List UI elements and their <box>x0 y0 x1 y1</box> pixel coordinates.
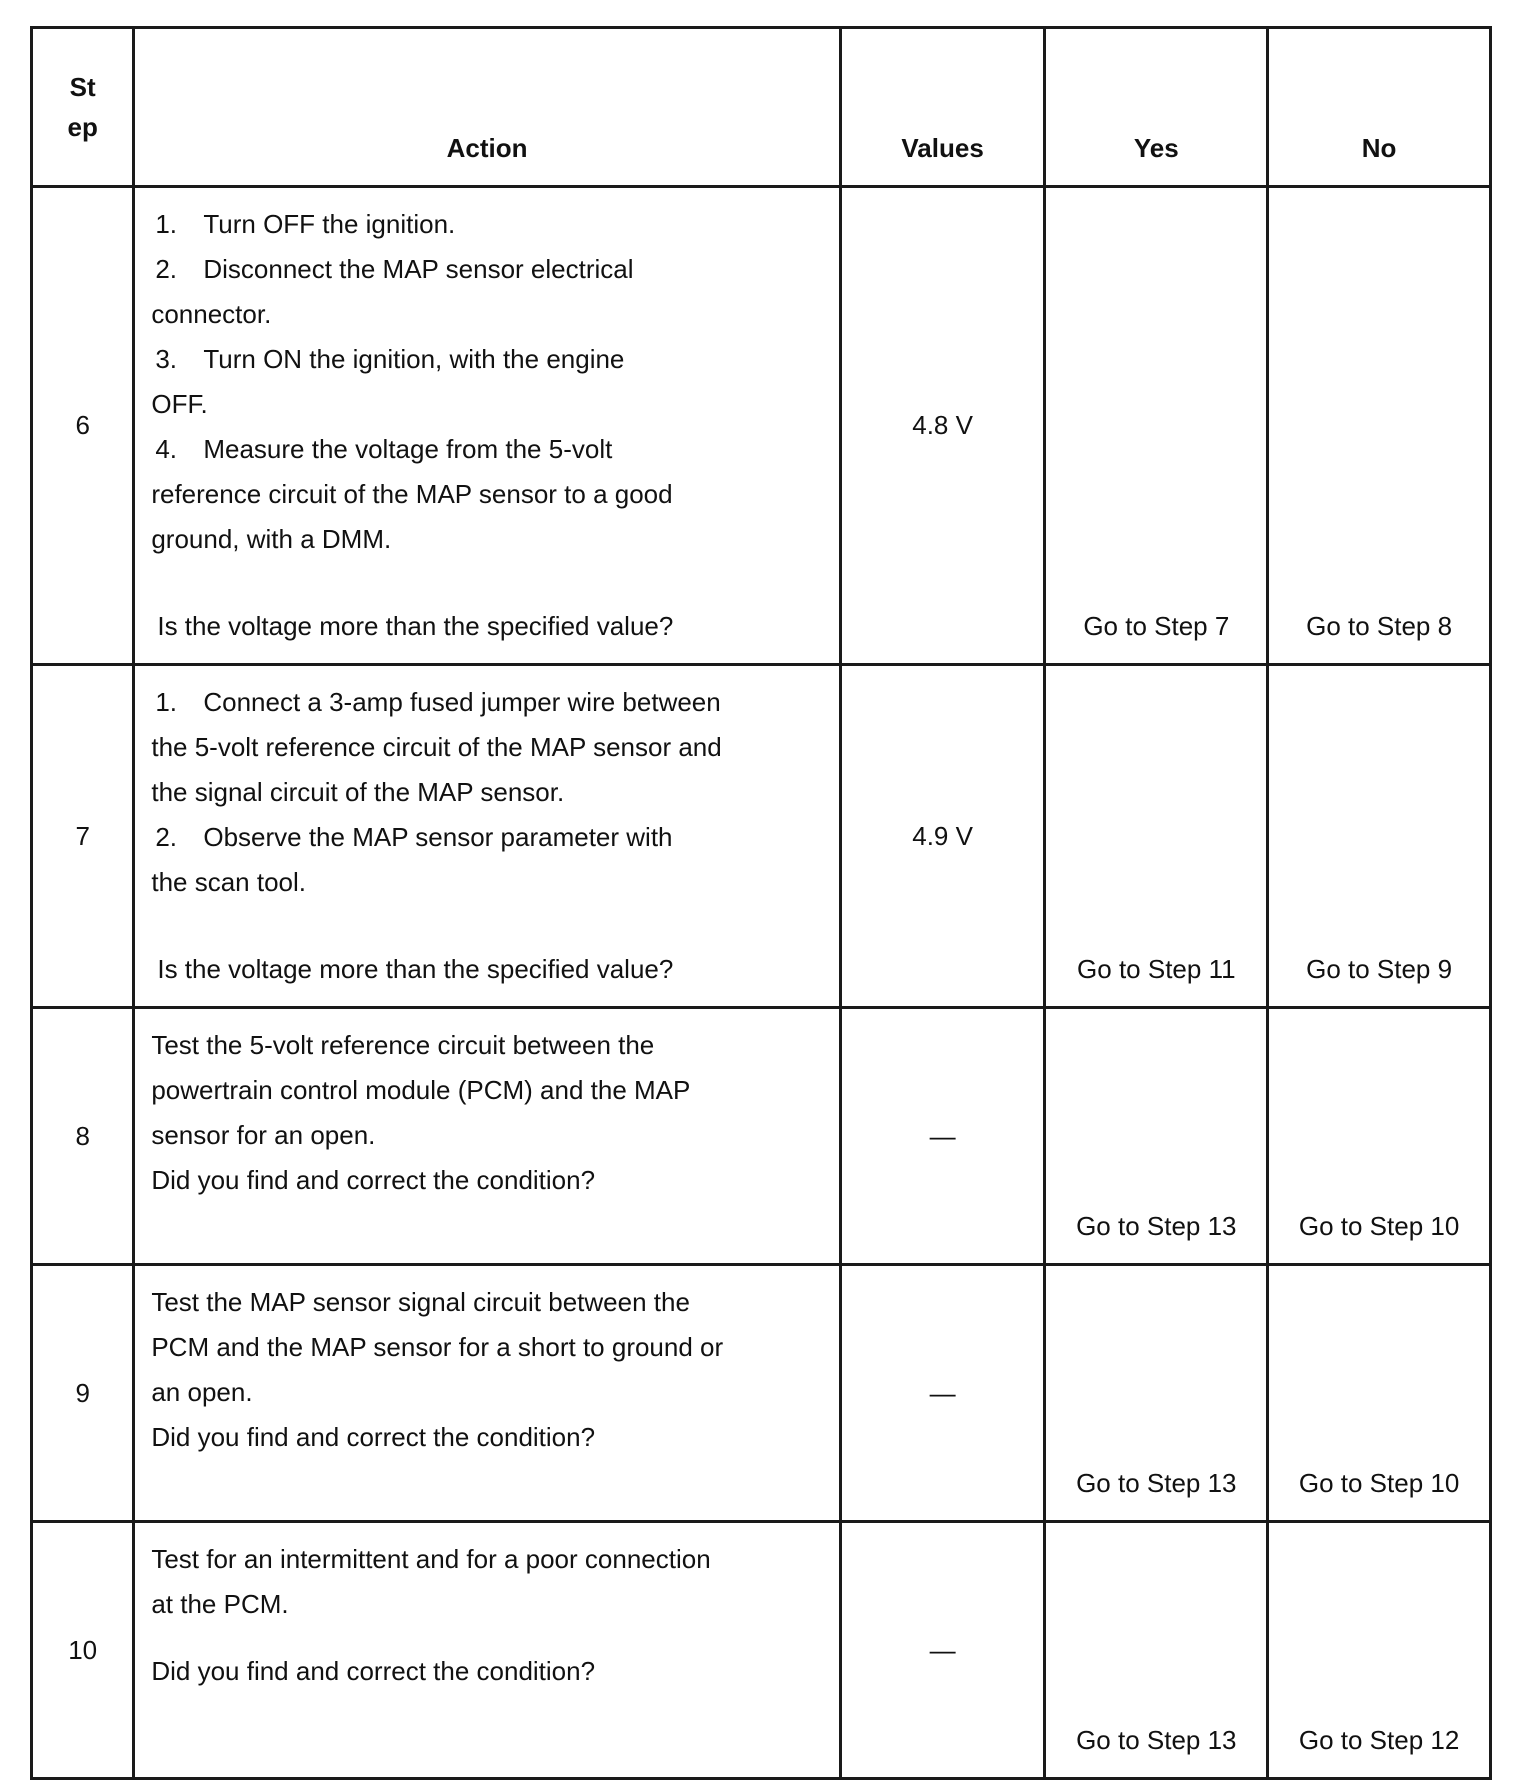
action-line: at the PCM. <box>151 1589 289 1619</box>
action-cell <box>134 1008 840 1265</box>
value-cell: 4.8 V <box>840 187 1045 665</box>
action-line: OFF. <box>151 389 208 419</box>
table-row <box>32 1265 1491 1522</box>
action-line: 2. Observe the MAP sensor parameter with <box>155 822 673 852</box>
action-cell <box>134 665 840 1008</box>
header-values: Values <box>840 28 1045 187</box>
no-cell: Go to Step 10 <box>1268 1265 1491 1522</box>
action-question: Is the voltage more than the specified value? <box>157 611 674 641</box>
table-row <box>32 1522 1491 1779</box>
no-cell: Go to Step 12 <box>1268 1522 1491 1779</box>
step-number: 10 <box>32 1522 134 1779</box>
action-line: powertrain control module (PCM) and the MAP <box>151 1075 691 1105</box>
action-line: an open. <box>151 1377 253 1407</box>
step-number: 9 <box>32 1265 134 1522</box>
no-cell: Go to Step 8 <box>1268 187 1491 665</box>
table-row <box>32 1008 1491 1265</box>
action-line: connector. <box>151 299 272 329</box>
action-line: the signal circuit of the MAP sensor. <box>151 777 565 807</box>
header-yes: Yes <box>1045 28 1268 187</box>
action-question: Is the voltage more than the specified value? <box>157 954 674 984</box>
value-cell: 4.9 V <box>840 665 1045 1008</box>
value-cell: — <box>840 1265 1045 1522</box>
step-number: 8 <box>32 1008 134 1265</box>
value-cell: — <box>840 1008 1045 1265</box>
yes-cell: Go to Step 11 <box>1045 665 1268 1008</box>
action-cell <box>134 1522 840 1779</box>
action-cell <box>134 1265 840 1522</box>
action-line: 3. Turn ON the ignition, with the engine <box>155 344 625 374</box>
action-question: Did you find and correct the condition? <box>151 1656 596 1686</box>
header-action: Action <box>134 28 840 187</box>
no-cell: Go to Step 10 <box>1268 1008 1491 1265</box>
header-step: St ep <box>32 28 134 187</box>
diagnostic-table <box>30 26 1492 1780</box>
yes-cell: Go to Step 13 <box>1045 1522 1268 1779</box>
step-number: 6 <box>32 187 134 665</box>
action-line: Test the 5-volt reference circuit between the <box>151 1030 655 1060</box>
yes-cell: Go to Step 13 <box>1045 1008 1268 1265</box>
action-line: 1. Turn OFF the ignition. <box>155 209 456 239</box>
action-line: Test for an intermittent and for a poor connection <box>151 1544 711 1574</box>
yes-cell: Go to Step 7 <box>1045 187 1268 665</box>
action-question: Did you find and correct the condition? <box>151 1165 596 1195</box>
header-row <box>32 28 1491 187</box>
step-number: 7 <box>32 665 134 1008</box>
action-line: 1. Connect a 3-amp fused jumper wire between <box>155 687 721 717</box>
action-line: reference circuit of the MAP sensor to a good <box>151 479 673 509</box>
action-line: the scan tool. <box>151 867 306 897</box>
action-line: 4. Measure the voltage from the 5-volt <box>155 434 613 464</box>
action-line: the 5-volt reference circuit of the MAP sensor and <box>151 732 722 762</box>
action-line: ground, with a DMM. <box>151 524 392 554</box>
action-question: Did you find and correct the condition? <box>151 1422 596 1452</box>
action-line: Test the MAP sensor signal circuit between the <box>151 1287 690 1317</box>
action-line: sensor for an open. <box>151 1120 376 1150</box>
no-cell: Go to Step 9 <box>1268 665 1491 1008</box>
action-line: 2. Disconnect the MAP sensor electrical <box>155 254 634 284</box>
yes-cell: Go to Step 13 <box>1045 1265 1268 1522</box>
action-line: PCM and the MAP sensor for a short to ground or <box>151 1332 724 1362</box>
header-no: No <box>1268 28 1491 187</box>
action-cell <box>134 187 840 665</box>
table-row <box>32 665 1491 1008</box>
value-cell: — <box>840 1522 1045 1779</box>
table-row <box>32 187 1491 665</box>
